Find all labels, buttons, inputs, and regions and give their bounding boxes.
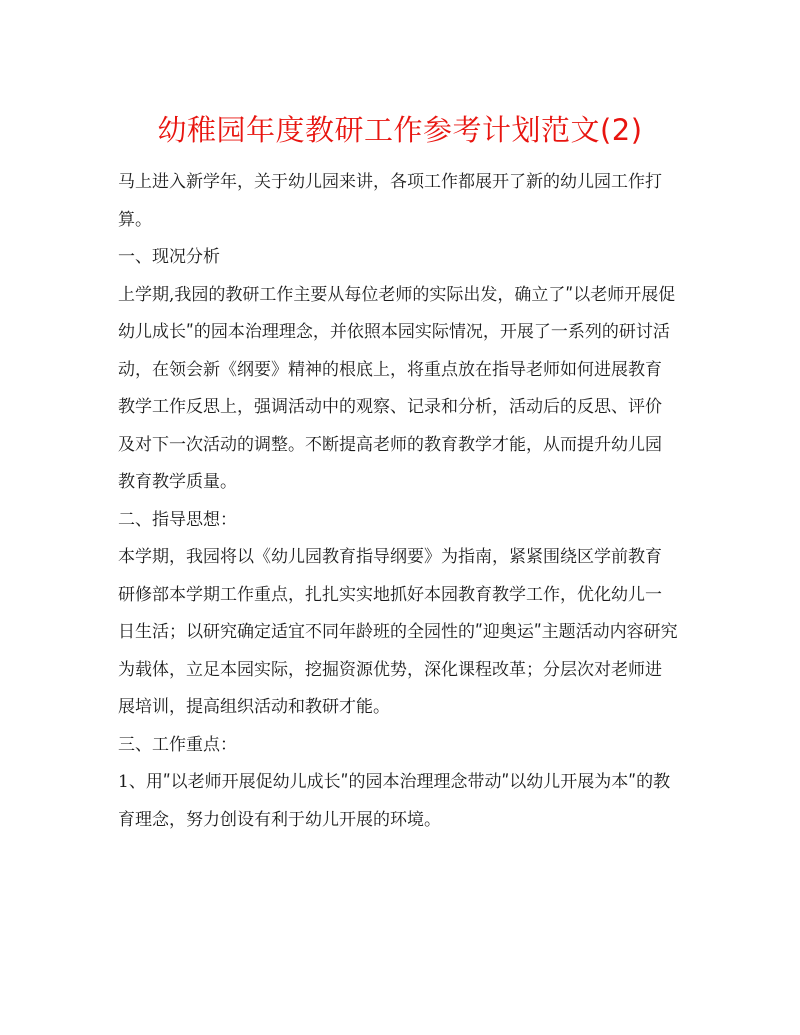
intro-paragraph: 马上进入新学年，关于幼儿园来讲，各项工作都展开了新的幼儿园工作打算。 [118, 172, 662, 230]
section-heading-guiding-thought: 二、指导思想： [118, 509, 237, 530]
guiding-thought-paragraph: 本学期，我园将以《幼儿园教育指导纲要》为指南，紧紧围绕区学前教育研修部本学期工作重点，扎扎实实地抓好本园教育教学工作，优化幼儿一日生活；以研究确定适宜不同年龄班的全园性的ʺ迎奥运ʺ主题活动内容研究为载体，立足本园实际，挖掘资源优势，深化课程改革；分层次对老师进展培训，提高组织活动和教研才能。 [118, 547, 678, 717]
work-focus-item-1: 1、用ʺ以老师开展促幼儿成长ʺ的园本治理理念带动ʺ以幼儿开展为本ʺ的教育理念，努力创设有利于幼儿开展的环境。 [118, 772, 671, 830]
section-heading-work-focus: 三、工作重点： [118, 734, 237, 755]
situation-paragraph: 上学期,我园的教研工作主要从每位老师的实际出发，确立了ʺ以老师开展促幼儿成长ʺ的园本治理理念，并依照本园实际情况，开展了一系列的研讨活动，在领会新《纲要》精神的根底上，将重点放在指导老师如何进展教育教学工作反思上，强调活动中的观察、记录和分析，活动后的反思、评价及对下一次活动的调整。不断提高老师的教育教学才能，从而提升幼儿园教育教学质量。 [118, 284, 676, 492]
section-heading-situation: 一、现况分析 [118, 247, 220, 267]
document-body [118, 164, 678, 839]
document-title: 幼稚园年度教研工作参考计划范文(2) [157, 113, 643, 147]
